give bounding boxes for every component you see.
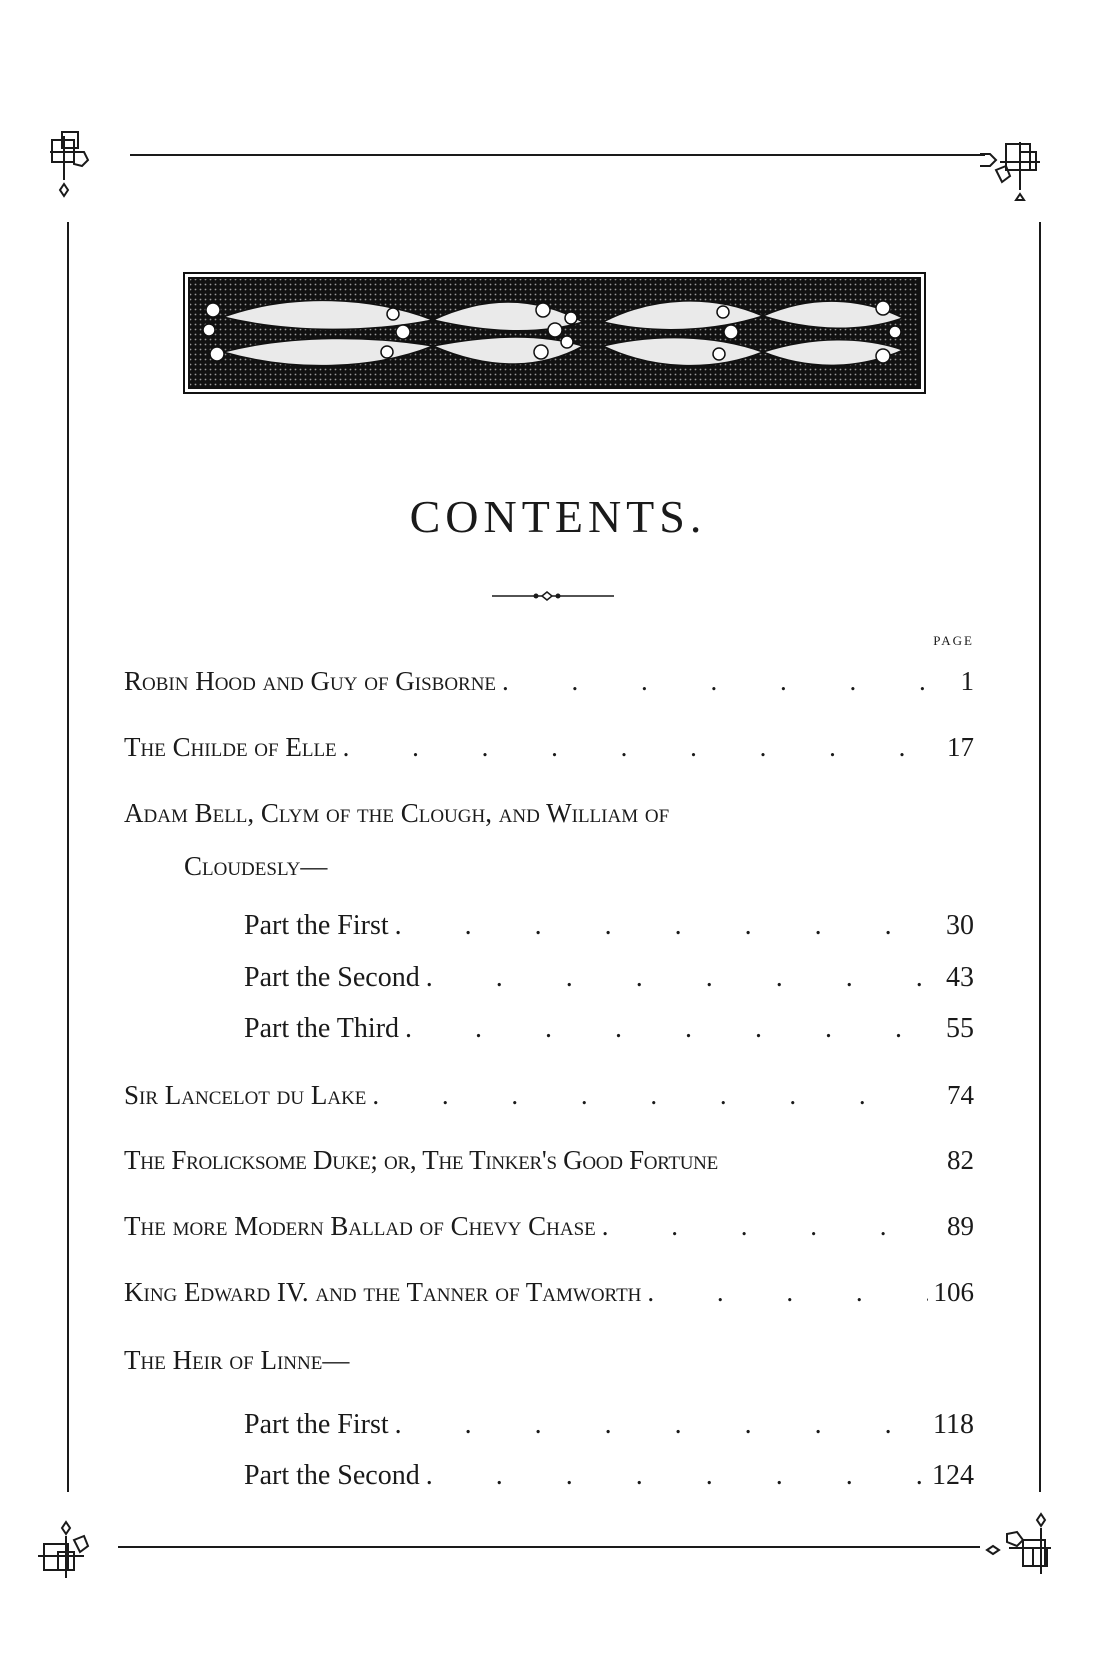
border-top bbox=[130, 154, 985, 156]
toc-entry-title: Part the Third bbox=[244, 1013, 400, 1044]
dot-leader bbox=[602, 1211, 928, 1242]
page-column-label: PAGE bbox=[933, 633, 974, 648]
toc-entry-page: 82 bbox=[947, 1145, 974, 1175]
toc-entry-page: 106 bbox=[933, 1277, 974, 1307]
toc-entry-continued bbox=[184, 851, 1034, 891]
border-right bbox=[1039, 222, 1041, 1492]
toc-entry[interactable] bbox=[124, 732, 974, 772]
toc-entry-page: 43 bbox=[946, 962, 974, 993]
toc-entry-title: Cloudesly— bbox=[184, 851, 328, 881]
toc-entry[interactable] bbox=[124, 666, 974, 706]
toc-entry-title: The more Modern Ballad of Chevy Chase bbox=[124, 1211, 596, 1241]
toc-entry-page: 55 bbox=[946, 1013, 974, 1044]
toc-entry[interactable] bbox=[124, 798, 974, 838]
toc-subentry[interactable] bbox=[244, 1460, 974, 1500]
corner-ornament-icon bbox=[28, 1516, 108, 1596]
dot-leader bbox=[426, 962, 928, 994]
border-bottom bbox=[118, 1546, 980, 1548]
toc-subentry[interactable] bbox=[244, 962, 974, 1002]
toc-entry-title: Part the Second bbox=[244, 962, 420, 993]
toc-entry[interactable] bbox=[124, 1080, 974, 1120]
toc-entry-title: The Frolicksome Duke; or, The Tinker's Good Fortune bbox=[124, 1145, 718, 1175]
toc-entry-page: 89 bbox=[947, 1211, 974, 1241]
toc-entry-page: 17 bbox=[947, 732, 974, 762]
corner-ornament-icon bbox=[985, 1510, 1065, 1590]
dot-leader bbox=[502, 666, 928, 697]
toc-subentry[interactable] bbox=[244, 1409, 974, 1449]
toc-entry-title: The Childe of Elle bbox=[124, 732, 337, 762]
dot-leader bbox=[647, 1277, 927, 1308]
toc-entry[interactable] bbox=[124, 1211, 974, 1251]
toc-entry-title: King Edward IV. and the Tanner of Tamworth bbox=[124, 1277, 642, 1307]
toc-entry-page: 118 bbox=[933, 1409, 974, 1440]
corner-ornament-icon bbox=[980, 132, 1060, 212]
dot-leader bbox=[426, 1460, 926, 1492]
border-left bbox=[67, 222, 69, 1492]
toc-entry-title: Adam Bell, Clym of the Clough, and William of bbox=[124, 798, 670, 828]
toc-subentry[interactable] bbox=[244, 1013, 974, 1053]
toc-entry-page: 30 bbox=[946, 910, 974, 941]
dot-leader bbox=[395, 1409, 927, 1441]
toc-entry-title: The Heir of Linne— bbox=[124, 1345, 350, 1375]
toc-entry-title: Part the Second bbox=[244, 1460, 420, 1491]
toc-entry-title: Part the First bbox=[244, 1409, 389, 1440]
toc-entry-title: Part the First bbox=[244, 910, 389, 941]
ornamental-divider-icon bbox=[492, 589, 614, 603]
dot-leader bbox=[405, 1013, 928, 1045]
toc-subentry[interactable] bbox=[244, 910, 974, 950]
toc-entry-page: 74 bbox=[947, 1080, 974, 1110]
toc-entry[interactable] bbox=[124, 1145, 974, 1185]
toc-entry[interactable] bbox=[124, 1345, 974, 1385]
corner-ornament-icon bbox=[40, 122, 120, 202]
engraved-headpiece-icon bbox=[183, 272, 926, 394]
toc-entry-page: 124 bbox=[932, 1460, 974, 1491]
dot-leader bbox=[343, 732, 928, 763]
toc-entry-page: 1 bbox=[960, 666, 974, 696]
toc-entry-title: Sir Lancelot du Lake bbox=[124, 1080, 367, 1110]
page-title: CONTENTS. bbox=[409, 491, 707, 542]
dot-leader bbox=[372, 1080, 928, 1111]
dot-leader bbox=[395, 910, 928, 942]
toc-entry[interactable] bbox=[124, 1277, 974, 1317]
toc-entry-title: Robin Hood and Guy of Gisborne bbox=[124, 666, 497, 696]
